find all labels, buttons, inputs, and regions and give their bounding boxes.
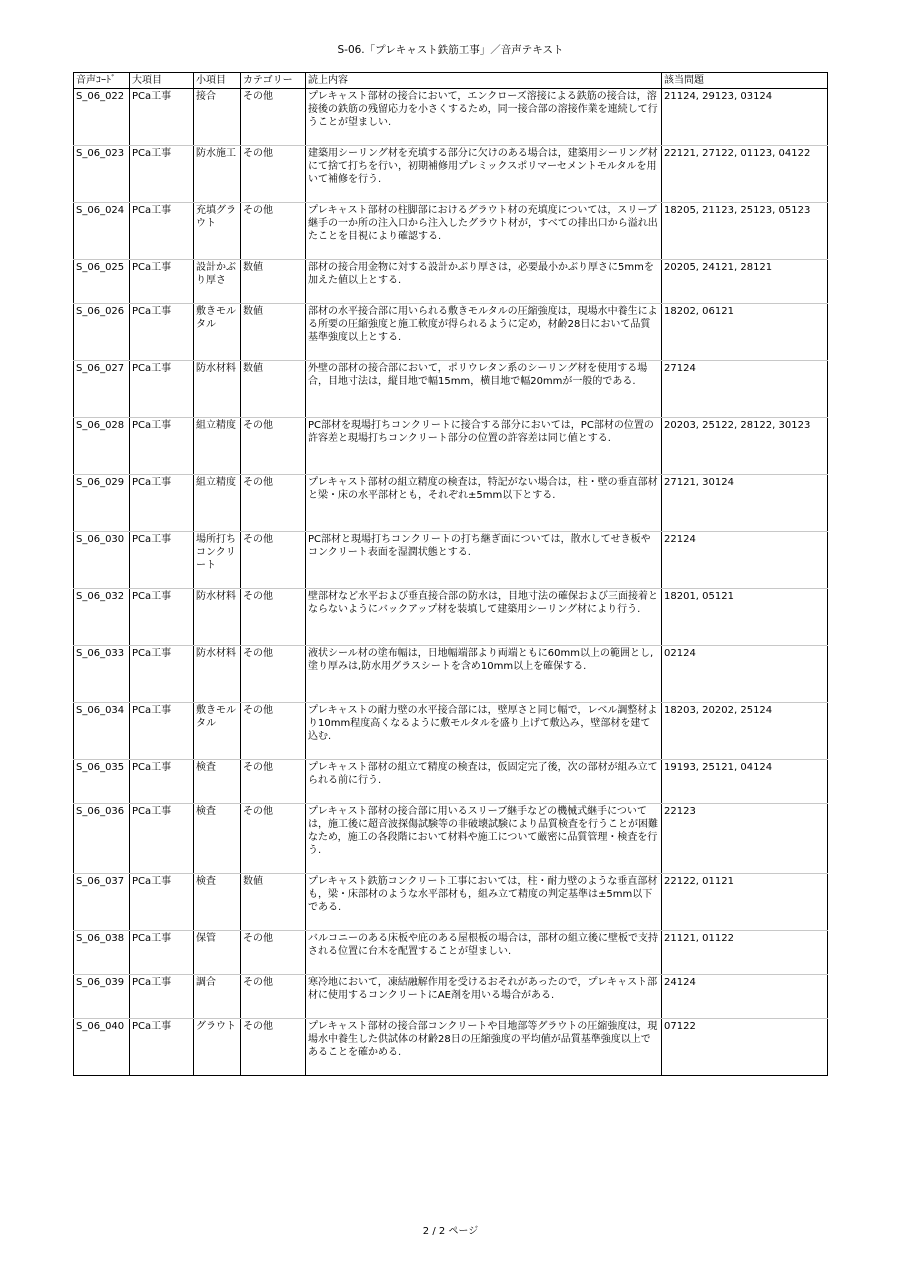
- table-row: [74, 975, 828, 1019]
- table-row: [74, 589, 828, 646]
- cell-minor: 検査: [194, 804, 241, 874]
- cell-questions: 24124: [662, 975, 828, 1019]
- cell-code: S_06_038: [74, 931, 130, 975]
- table-row: [74, 931, 828, 975]
- table-row: [74, 89, 828, 146]
- cell-questions: 20203, 25122, 28122, 30123: [662, 418, 828, 475]
- table-row: [74, 203, 828, 260]
- cell-major: PCa工事: [130, 703, 194, 760]
- cell-category: その他: [241, 418, 306, 475]
- cell-code: S_06_030: [74, 532, 130, 589]
- cell-minor: 充填グラウト: [194, 203, 241, 260]
- cell-questions: 18201, 05121: [662, 589, 828, 646]
- cell-category: 数値: [241, 304, 306, 361]
- cell-major: PCa工事: [130, 89, 194, 146]
- cell-questions: 18202, 06121: [662, 304, 828, 361]
- cell-minor: 保管: [194, 931, 241, 975]
- cell-minor: グラウト: [194, 1019, 241, 1076]
- cell-code: S_06_027: [74, 361, 130, 418]
- cell-text: プレキャストの耐力壁の水平接合部には，壁厚さと同じ幅で，レベル調整材より10mm程度高くなるように敷モルタルを盛り上げて敷込み，壁部材を建て込む.: [306, 703, 662, 760]
- table-row: [74, 760, 828, 804]
- cell-major: PCa工事: [130, 931, 194, 975]
- cell-text: プレキャスト部材の接合部コンクリートや目地部等グラウトの圧縮強度は，現場水中養生した供試体の材齢28日の圧縮強度の平均値が品質基準強度以上であることを確かめる.: [306, 1019, 662, 1076]
- cell-category: その他: [241, 703, 306, 760]
- cell-category: 数値: [241, 260, 306, 304]
- cell-text: プレキャスト部材の柱脚部におけるグラウト材の充填度については，スリーブ継手の一か所の注入口から注入したグラウト材が，すべての排出口から溢れ出たことを目視により確認する.: [306, 203, 662, 260]
- cell-minor: 敷きモルタル: [194, 304, 241, 361]
- cell-major: PCa工事: [130, 146, 194, 203]
- cell-text: プレキャスト部材の接合部に用いるスリーブ継手などの機械式継手については，施工後に超音波探傷試験等の非破壊試験により品質検査を行うことが困難なため，施工の各段階において材料や施工について厳密に品質管理・検査を行う.: [306, 804, 662, 874]
- cell-category: その他: [241, 1019, 306, 1076]
- cell-major: PCa工事: [130, 418, 194, 475]
- header-questions: 該当問題: [662, 73, 828, 89]
- cell-questions: 18205, 21123, 25123, 05123: [662, 203, 828, 260]
- table-row: [74, 1019, 828, 1076]
- cell-code: S_06_024: [74, 203, 130, 260]
- cell-major: PCa工事: [130, 874, 194, 931]
- header-text: 読上内容: [306, 73, 662, 89]
- cell-code: S_06_033: [74, 646, 130, 703]
- cell-minor: 検査: [194, 760, 241, 804]
- cell-text: 部材の接合用金物に対する設計かぶり厚さは，必要最小かぶり厚さに5mmを加えた値以上とする.: [306, 260, 662, 304]
- cell-category: その他: [241, 646, 306, 703]
- cell-category: その他: [241, 146, 306, 203]
- header-major: 大項目: [130, 73, 194, 89]
- cell-category: その他: [241, 89, 306, 146]
- cell-code: S_06_035: [74, 760, 130, 804]
- cell-category: 数値: [241, 874, 306, 931]
- cell-code: S_06_026: [74, 304, 130, 361]
- cell-text: プレキャスト部材の組立て精度の検査は，仮固定完了後，次の部材が組み立てられる前に行う.: [306, 760, 662, 804]
- cell-text: 液状シール材の塗布幅は，日地幅端部より両端ともに60mm以上の範囲とし,塗り厚みは,防水用グラスシートを含め10mm以上を確保する.: [306, 646, 662, 703]
- cell-category: その他: [241, 760, 306, 804]
- page-title: S-06.「プレキャスト鉄筋工事」／音声テキスト: [337, 44, 564, 56]
- cell-minor: 調合: [194, 975, 241, 1019]
- cell-code: S_06_039: [74, 975, 130, 1019]
- cell-code: S_06_034: [74, 703, 130, 760]
- cell-code: S_06_022: [74, 89, 130, 146]
- cell-major: PCa工事: [130, 760, 194, 804]
- cell-code: S_06_029: [74, 475, 130, 532]
- table-header-row: [74, 73, 828, 89]
- table-row: [74, 703, 828, 760]
- cell-minor: 防水材料: [194, 361, 241, 418]
- cell-major: PCa工事: [130, 361, 194, 418]
- cell-code: S_06_040: [74, 1019, 130, 1076]
- table-row: [74, 260, 828, 304]
- cell-major: PCa工事: [130, 1019, 194, 1076]
- cell-major: PCa工事: [130, 260, 194, 304]
- table-row: [74, 475, 828, 532]
- cell-major: PCa工事: [130, 975, 194, 1019]
- table-row: [74, 804, 828, 874]
- cell-text: プレキャスト鉄筋コンクリート工事においては，柱・耐力壁のような垂直部材も，梁・床部材のような水平部材も，組み立て精度の判定基準は±5mm以下である.: [306, 874, 662, 931]
- cell-minor: 検査: [194, 874, 241, 931]
- table-row: [74, 874, 828, 931]
- cell-minor: 場所打ちコンクリート: [194, 532, 241, 589]
- cell-code: S_06_036: [74, 804, 130, 874]
- page-number: 2 / 2 ページ: [422, 1226, 479, 1237]
- table-row: [74, 418, 828, 475]
- cell-questions: 27121, 30124: [662, 475, 828, 532]
- cell-text: 壁部材など水平および垂直接合部の防水は，目地寸法の確保および三面接着とならないようにバックアップ材を装填して建築用シーリング材により行う.: [306, 589, 662, 646]
- header-minor: 小項目: [194, 73, 241, 89]
- cell-text: 建築用シーリング材を充填する部分に欠けのある場合は，建築用シーリング材にて捨て打ちを行い，初期補修用プレミックスポリマーセメントモルタルを用いて補修を行う.: [306, 146, 662, 203]
- cell-category: 数値: [241, 361, 306, 418]
- audio-text-table: [73, 72, 828, 1076]
- cell-major: PCa工事: [130, 804, 194, 874]
- cell-code: S_06_032: [74, 589, 130, 646]
- cell-minor: 防水材料: [194, 646, 241, 703]
- cell-questions: 20205, 24121, 28121: [662, 260, 828, 304]
- cell-code: S_06_028: [74, 418, 130, 475]
- table-row: [74, 532, 828, 589]
- table-row: [74, 304, 828, 361]
- cell-category: その他: [241, 931, 306, 975]
- cell-category: その他: [241, 975, 306, 1019]
- cell-minor: 接合: [194, 89, 241, 146]
- cell-text: 外壁の部材の接合部において，ポリウレタン系のシーリング材を使用する場合，目地寸法は，縦目地で幅15mm，横目地で幅20mmが一般的である.: [306, 361, 662, 418]
- cell-questions: 22121, 27122, 01123, 04122: [662, 146, 828, 203]
- cell-major: PCa工事: [130, 475, 194, 532]
- cell-text: PC部材を現場打ちコンクリートに接合する部分においては，PC部材の位置の許容差と現場打ちコンクリート部分の位置の許容差は同じ値とする.: [306, 418, 662, 475]
- cell-text: PC部材と現場打ちコンクリートの打ち継ぎ面については，散水してせき板やコンクリート表面を湿潤状態とする.: [306, 532, 662, 589]
- cell-text: バルコニーのある床板や庇のある屋根板の場合は，部材の組立後に壁板で支持される位置に台木を配置することが望ましい.: [306, 931, 662, 975]
- cell-major: PCa工事: [130, 304, 194, 361]
- cell-questions: 07122: [662, 1019, 828, 1076]
- table-row: [74, 361, 828, 418]
- cell-questions: 21124, 29123, 03124: [662, 89, 828, 146]
- cell-text: 部材の水平接合部に用いられる敷きモルタルの圧縮強度は，現場水中養生による所要の圧縮強度と施工軟度が得られるように定め，材齢28日において品質基準強度以上とする.: [306, 304, 662, 361]
- cell-minor: 敷きモルタル: [194, 703, 241, 760]
- header-category: カテゴリー: [241, 73, 306, 89]
- table-row: [74, 146, 828, 203]
- cell-text: 寒冷地において，凍結融解作用を受けるおそれがあったので，プレキャスト部材に使用するコンクリートにAE剤を用いる場合がある.: [306, 975, 662, 1019]
- cell-major: PCa工事: [130, 532, 194, 589]
- table-row: [74, 646, 828, 703]
- cell-questions: 02124: [662, 646, 828, 703]
- cell-category: その他: [241, 475, 306, 532]
- cell-code: S_06_025: [74, 260, 130, 304]
- cell-category: その他: [241, 589, 306, 646]
- cell-minor: 組立精度: [194, 418, 241, 475]
- cell-code: S_06_037: [74, 874, 130, 931]
- cell-category: その他: [241, 203, 306, 260]
- cell-questions: 19193, 25121, 04124: [662, 760, 828, 804]
- cell-major: PCa工事: [130, 589, 194, 646]
- cell-minor: 防水材料: [194, 589, 241, 646]
- cell-minor: 防水施工: [194, 146, 241, 203]
- cell-major: PCa工事: [130, 203, 194, 260]
- cell-questions: 22123: [662, 804, 828, 874]
- header-code: 音声ｺｰﾄﾞ: [74, 73, 130, 89]
- cell-code: S_06_023: [74, 146, 130, 203]
- cell-questions: 18203, 20202, 25124: [662, 703, 828, 760]
- cell-category: その他: [241, 532, 306, 589]
- cell-major: PCa工事: [130, 646, 194, 703]
- cell-text: プレキャスト部材の接合において，エンクローズ溶接による鉄筋の接合は，溶接後の鉄筋の残留応力を小さくするため，同一接合部の溶接作業を連続して行うことが望ましい.: [306, 89, 662, 146]
- cell-category: その他: [241, 804, 306, 874]
- cell-questions: 27124: [662, 361, 828, 418]
- cell-minor: 設計かぶり厚さ: [194, 260, 241, 304]
- cell-minor: 組立精度: [194, 475, 241, 532]
- cell-text: プレキャスト部材の組立精度の検査は，特記がない場合は，柱・壁の垂直部材と梁・床の水平部材とも，それぞれ±5mm以下とする.: [306, 475, 662, 532]
- cell-questions: 21121, 01122: [662, 931, 828, 975]
- cell-questions: 22122, 01121: [662, 874, 828, 931]
- cell-questions: 22124: [662, 532, 828, 589]
